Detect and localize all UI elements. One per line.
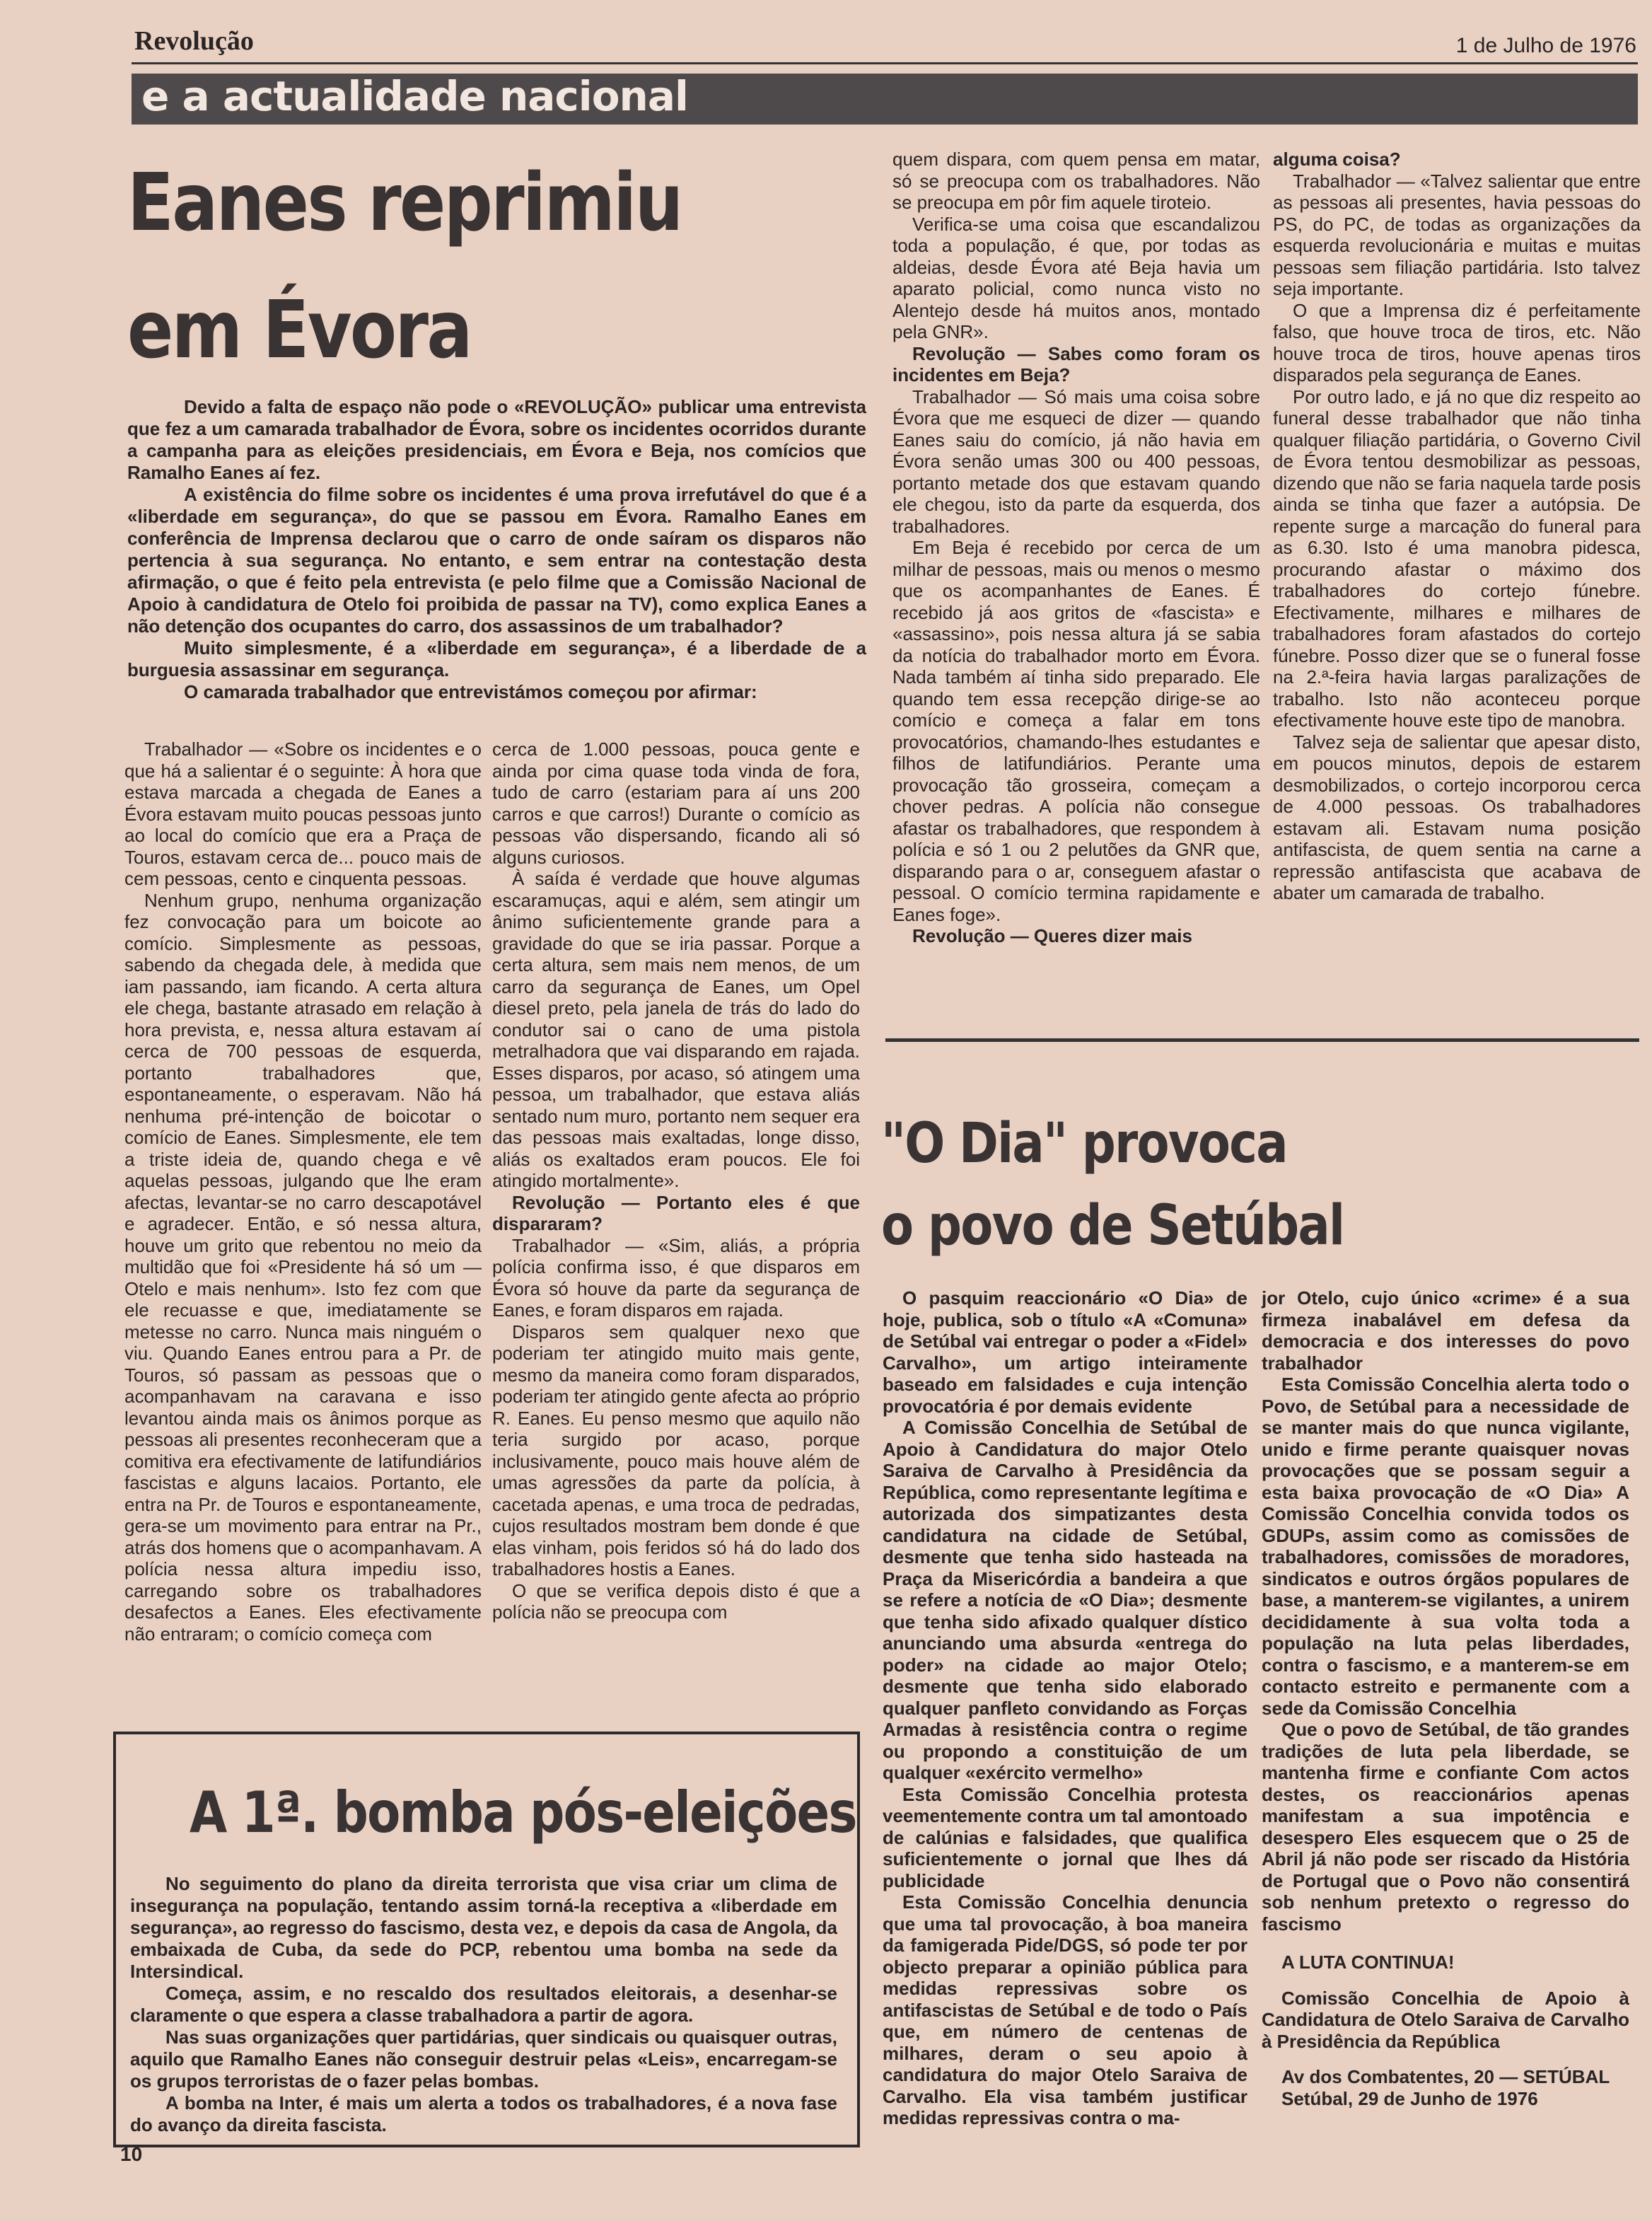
body-paragraph: Verifica-se uma coisa que escandalizou toda a população, é que, por todas as aldeias, desde Évora até Beja havia um aparato policial, como nunca visto no Alentejo desde há muitos anos, montado pela GNR». [892, 213, 1260, 342]
body-paragraph: Trabalhador — «Sobre os incidentes e o que há a salientar é o seguinte: À hora que estava marcada a chegada de Eanes a Évora estavam muito poucas pessoas junto ao local do comício que era a Praça de Touros, estavam cerca de... pouco mais de cem pessoas, cento e cinquenta pessoas. [124, 738, 482, 889]
box-paragraph: A bomba na Inter, é mais um alerta a todos os trabalhadores, é a nova fase do avanço da direita fascista. [130, 2092, 837, 2135]
box-title: A 1ª. bomba pós-eleições [190, 1780, 856, 1845]
body-paragraph: O que se verifica depois disto é que a polícia não se preocupa com [492, 1579, 860, 1623]
article-separator-rule [885, 1038, 1639, 1042]
body-paragraph: Trabalhador — Só mais uma coisa sobre Évora que me esqueci de dizer — quando Eanes saiu do comício, já não havia em Évora senão umas 300 ou 400 pessoas, portanto metade dos que estavam quando ele chegou, isto da parte da esquerda, dos trabalhadores. [892, 385, 1260, 537]
body-paragraph: cerca de 1.000 pessoas, pouca gente e ainda por cima quase toda vinda de fora, tudo de carro (estariam para aí uns 200 carros e que carros!) Durante o comício as pessoas vão dispersando, ficando ali só alguns curiosos. [492, 738, 860, 868]
closing-slogan: A LUTA CONTINUA! [1281, 1952, 1455, 1973]
article1-headline-line2: em Évora [127, 284, 471, 376]
article1-lead [127, 396, 866, 703]
article1-headline-line1: Eanes reprimiu [127, 157, 682, 249]
body-paragraph: Trabalhador — «Sim, aliás, a própria polícia confirma isso, é que disparos em Évora só houve da parte da segurança de Eanes, e foram disparos em rajada. [492, 1234, 860, 1321]
box-paragraph: No seguimento do plano da direita terrorista que visa criar um clima de insegurança na população, tentando assim torná-la receptiva a «liberdade em segurança», ao regresso do fascismo, desta vez, e depois da casa de Angola, da embaixada de Cuba, da sede do PCP, rebentou uma bomba na sede da Intersindical. [130, 1873, 837, 1982]
signature: Comissão Concelhia de Apoio à Candidatura de Otelo Saraiva de Carvalho à Presidência da República [1262, 1987, 1629, 2052]
masthead: Revolução [134, 26, 254, 56]
address: Av dos Combatentes, 20 — SETÚBAL [1281, 2066, 1610, 2087]
body-paragraph: Nenhum grupo, nenhuma organização fez convocação para um boicote ao comício. Simplesmente as pessoas, sabendo da chegada dele, à medida que iam passando, iam ficando. A certa altura ele chega, bastante atrasado em relação à hora prevista, e, nessa altura estavam aí cerca de 700 pessoas de esquerda, portanto trabalhadores que, espontaneamente, o esperavam. Não há nenhuma pré-intenção de boicotar o comício de Eanes. Simplesmente, ele tem a triste ideia de, quando chega e vê aquelas pessoas, julgando que lhe eram afectas, levantar-se no carro descapotável e agradecer. Então, e só nessa altura, houve um grito que rebentou no meio da multidão que foi «Presidente há só um — Otelo e mais nenhum». Isto fez com que ele recuasse e que, imediatamente se metesse no carro. Nunca mais ninguém o viu. Quando Eanes entrou para a Pr. de Touros, só passam as pessoas que o acompanhavam na caravana e isso levantou ainda mais os ânimos porque as pessoas ali presentes reconheceram que a comitiva era efectivamente de latifundiários fascistas e alguns lacaios. Portanto, ele entra na Pr. de Touros e espontaneamente, gera-se um movimento para entrar na Pr., atrás dos homens que o acompanhavam. A polícia nessa altura impediu isso, carregando sobre os trabalhadores desafectos a Eanes. Eles efectivamente não entraram; o comício começa com [124, 889, 482, 1645]
body-paragraph: O que a Imprensa diz é perfeitamente falso, que houve troca de tiros, etc. Não houve troca de tiros, houve apenas tiros disparados pela segurança de Eanes. [1273, 299, 1641, 385]
lead-paragraph: Devido a falta de espaço não pode o «REVOLUÇÃO» publicar uma entrevista que fez a um camarada trabalhador de Évora, sobre os incidentes ocorridos durante a campanha para as eleições presidenciais, em Évora e Beja, nos comícios que Ramalho Eanes aí fez. [127, 396, 866, 483]
body-paragraph: A Comissão Concelhia de Setúbal de Apoio à Candidatura do major Otelo Saraiva de Carvalho à Presidência da República, como representante legítima e autorizada dos simpatizantes desta candidatura na cidade de Setúbal, desmente que tenha sido hasteada na Praça da Misericórdia a bandeira a que se refere a notícia de «O Dia»; desmente que tenha sido afixado qualquer dístico anunciando uma absurda «entrega do poder» na cidade ao major Otelo; desmente que tenha sido elaborado qualquer panfleto convidando as Forças Armadas à resistência contra o regime ou propondo a constituição de um qualquer «exército vermelho» [883, 1417, 1247, 1783]
interview-question: Revolução — Portanto eles é que dispararam? [492, 1191, 860, 1234]
body-paragraph: Esta Comissão Concelhia alerta todo o Povo, de Setúbal para a necessidade de se manter mais do que nunca vigilante, unido e firme perante quaisquer novas provocações que se possam seguir a esta baixa provocação de «O Dia» A Comissão Concelhia convida todos os GDUPs, assim como as comissões de trabalhadores, comissões de moradores, sindicatos e outros órgãos populares de base, a manterem-se vigilantes, a unirem decididamente à sua volta toda a população na luta pelas liberdades, contra o fascismo, e a manterem-se em contacto estreito e permanente com a sede da Comissão Concelhia [1262, 1374, 1629, 1719]
lead-paragraph: O camarada trabalhador que entrevistámos começou por afirmar: [184, 681, 757, 702]
page-number: 10 [120, 2143, 143, 2165]
box-body [130, 1873, 837, 2136]
body-paragraph: Que o povo de Setúbal, de tão grandes tradições de luta pela liberdade, se mantenha firme e confiante Com actos destes, os reaccionários apenas manifestam a sua impotência e desespero Eles esquecem que o 25 de Abril já não pode ser riscado da História de Portugal que o Povo não consentirá sob nenhum pretexto o regresso do fascismo [1262, 1719, 1629, 1935]
lead-paragraph: Muito simplesmente, é a «liberdade em segurança», é a liberdade de a burguesia assassinar em segurança. [127, 637, 866, 680]
article2-column-2 [1262, 1287, 1629, 2109]
interview-question: Revolução — Queres dizer mais [912, 925, 1192, 946]
body-paragraph: Trabalhador — «Talvez salientar que entre as pessoas ali presentes, havia pessoas do PS, do PC, de todas as organizações da esquerda revolucionária e muitas e muitas pessoas sem filiação partidária. Isto talvez seja importante. [1273, 170, 1641, 299]
body-paragraph: Talvez seja de salientar que apesar disto, em poucos minutos, depois de estarem desmobilizados, o cortejo incorporou cerca de 4.000 pessoas. Os trabalhadores estavam ali. Estavam numa posição antifascista, de quem sentia na carne a repressão antifascista que acabava de abater um camarada de trabalho. [1273, 731, 1641, 903]
body-paragraph: quem dispara, com quem pensa em matar, só se preocupa com os trabalhadores. Não se preocupa em pôr fim aquele tiroteio. [892, 149, 1260, 213]
box-paragraph: Nas suas organizações quer partidárias, quer sindicais ou quaisquer outras, aquilo que Ramalho Eanes não conseguir destruir pelas «Leis», encarregam-se os grupos terroristas de o fazer pelas bombas. [130, 2026, 837, 2092]
interview-question: Revolução — Sabes como foram os incidentes em Beja? [892, 342, 1260, 385]
article2-column-1 [883, 1287, 1247, 2129]
body-paragraph: Esta Comissão Concelhia protesta veementemente contra um tal amontoado de calúnias e falsidades, que qualifica suficientemente o jornal que lhes dá publicidade [883, 1783, 1247, 1891]
body-paragraph: Esta Comissão Concelhia denuncia que uma tal provocação, à boa maneira da famigerada Pide/DGS, só pode ter por objecto preparar a opinião pública para medidas repressivas sobre os antifascistas de Setúbal e de todo o País que, em número de centenas de milhares, deram o seu apoio à candidatura do major Otelo Saraiva de Carvalho. Ela visa também justificar medidas repressivas contra o ma- [883, 1891, 1247, 2128]
lead-paragraph: A existência do filme sobre os incidentes é uma prova irrefutável do que é a «liberdade em segurança», do que se passou em Évora. Ramalho Eanes em conferência de Imprensa declarou que o carro de onde saíram os disparos não pertencia à sua segurança. No entanto, e sem entrar na contestação desta afirmação, o que é feito pela entrevista (e pelo filme que a Comissão Nacional de Apoio à candidatura de Otelo foi proibida de passar na TV), como explica Eanes a não detenção dos ocupantes do carro, dos assassinos de um trabalhador? [127, 484, 866, 637]
article2-headline-line2: o povo de Setúbal [881, 1194, 1344, 1258]
body-paragraph: O pasquim reaccionário «O Dia» de hoje, publica, sob o título «A «Comuna» de Setúbal vai entregar o poder a «Fidel» Carvalho», um artigo inteiramente baseado em falsidades e cuja intenção provocatória é por demais evidente [883, 1287, 1247, 1417]
article1-column-2 [492, 738, 860, 1623]
section-title: e a actualidade nacional [141, 72, 688, 120]
article2-headline-line1: "O Dia" provoca [881, 1112, 1287, 1176]
dateline: Setúbal, 29 de Junho de 1976 [1281, 2087, 1538, 2109]
article1-column-4 [1273, 149, 1641, 904]
interview-question: alguma coisa? [1273, 149, 1401, 170]
issue-date: 1 de Julho de 1976 [1455, 34, 1636, 57]
header-rule [132, 62, 1638, 64]
body-paragraph: jor Otelo, cujo único «crime» é a sua firmeza inabalável em defesa da democracia e dos interesses do povo trabalhador [1262, 1287, 1629, 1374]
body-paragraph: Em Beja é recebido por cerca de um milhar de pessoas, mais ou menos o mesmo que os acompanhantes de Eanes. É recebido já aos gritos de «fascista» e «assassino», pois nessa altura já se sabia da notícia do trabalhador morto em Évora. Nada também aí tinha sido preparado. Ele quando tem essa recepção dirige-se ao comício e começa a falar em tons provocatórios, chamando-lhes estudantes e filhos de latifundiários. Perante uma provocação tão grosseira, começam a chover pedras. A polícia não consegue afastar os trabalhadores, que respondem à polícia e só 1 ou 2 pelutões da GNR que, disparando para o ar, conseguem afastar o pessoal. O comício termina rapidamente e Eanes foge». [892, 537, 1260, 925]
body-paragraph: Disparos sem qualquer nexo que poderiam ter atingido muito mais gente, mesmo da maneira como foram disparados, poderiam ter atingido gente afecta ao próprio R. Eanes. Eu penso mesmo que aquilo não teria surgido por acaso, porque inclusivamente, pouco mais houve além de umas agressões da parte da polícia, à cacetada apenas, e uma troca de pedradas, cujos resultados mostram bem donde é que elas vinham, pois feridos só há do lado dos trabalhadores hostis a Eanes. [492, 1321, 860, 1579]
article1-column-3 [892, 149, 1260, 947]
article1-column-1 [124, 738, 482, 1645]
box-paragraph: Começa, assim, e no rescaldo dos resultados eleitorais, a desenhar-se claramente o que espera a classe trabalhadora a partir de agora. [130, 1983, 837, 2026]
body-paragraph: Por outro lado, e já no que diz respeito ao funeral desse trabalhador que não tinha qualquer filiação partidária, o Governo Civil de Évora tentou desmobilizar as pessoas, dizendo que não se faria naquela tarde posis ainda se tinha que fazer a autópsia. De repente surge a marcação do funeral para as 6.30. Isto é uma manobra pidesca, procurando afastar o máximo dos trabalhadores do cortejo fúnebre. Efectivamente, milhares e milhares de trabalhadores foram afastados do cortejo fúnebre. Posso dizer que se o funeral fosse na 2.ª-feira havia largas paralizações de trabalho. Isto não aconteceu porque efectivamente houve este tipo de manobra. [1273, 385, 1641, 731]
body-paragraph: À saída é verdade que houve algumas escaramuças, aqui e além, sem atingir um ânimo suficientemente grande para a gravidade do que se iria passar. Porque a certa altura, sem mais nem menos, de um carro da segurança de Eanes, um Opel diesel preto, pela janela de trás do lado do condutor sai o cano de uma pistola metralhadora que vai disparando em rajada. Esses disparos, por acaso, só atingem uma pessoa, um trabalhador, que estava aliás sentado num muro, portanto nem sequer era das pessoas mais exaltadas, longe disso, aliás os exaltados eram poucos. Ele foi atingido mortalmente». [492, 868, 860, 1191]
